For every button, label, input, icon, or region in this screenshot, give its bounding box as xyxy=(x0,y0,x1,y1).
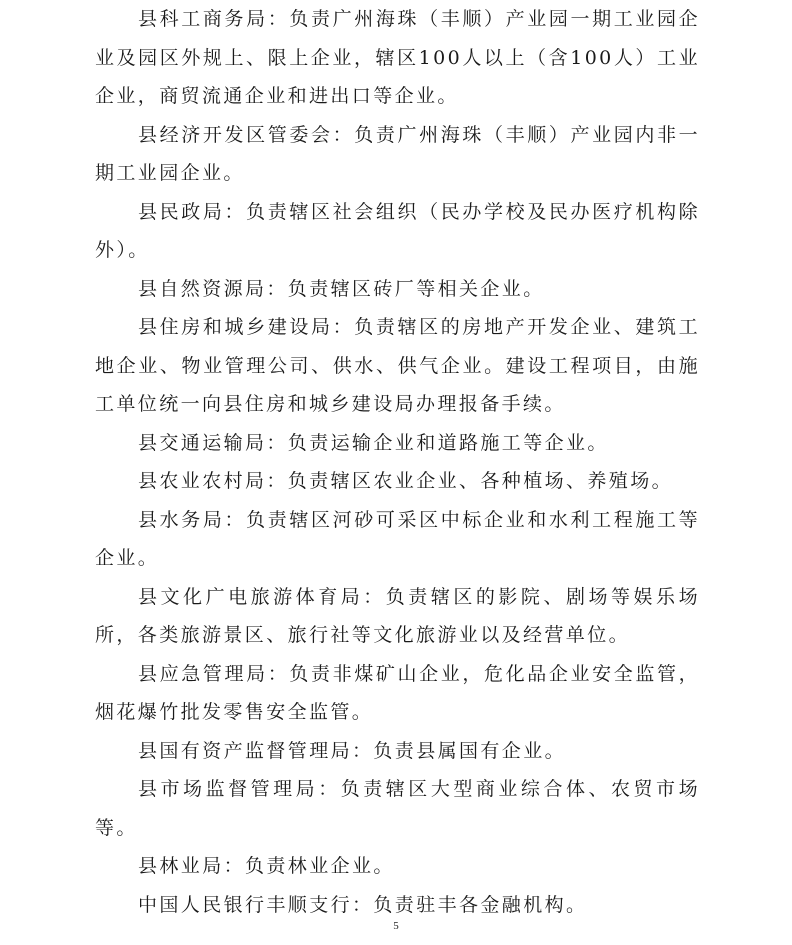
paragraph-transport-bureau: 县交通运输局：负责运输企业和道路施工等企业。 xyxy=(138,431,609,454)
paragraph-state-assets-bureau: 县国有资产监督管理局：负责县属国有企业。 xyxy=(138,739,567,762)
paragraph-culture-tourism-bureau: 县文化广电旅游体育局：负责辖区的影院、剧场等娱乐场所，各类旅游景区、旅行社等文化旅游业以及经营单位。 xyxy=(95,585,700,646)
paragraph-housing-construction-bureau: 县住房和城乡建设局：负责辖区的房地产开发企业、建筑工地企业、物业管理公司、供水、供气企业。建设工程项目，由施工单位统一向县住房和城乡建设局办理报备手续。 xyxy=(95,316,700,415)
paragraph-peoples-bank-branch: 中国人民银行丰顺支行：负责驻丰各金融机构。 xyxy=(138,893,588,916)
paragraph-agriculture-bureau: 县农业农村局：负责辖区农业企业、各种植场、养殖场。 xyxy=(138,470,674,492)
page-number: 5 xyxy=(393,920,399,932)
paragraph-economic-development-zone: 县经济开发区管委会：负责广州海珠（丰顺）产业园内非一期工业园企业。 xyxy=(95,123,700,184)
paragraph-natural-resources-bureau: 县自然资源局：负责辖区砖厂等相关企业。 xyxy=(138,277,545,300)
paragraph-water-affairs-bureau: 县水务局：负责辖区河砂可采区中标企业和水利工程施工等企业。 xyxy=(95,508,700,569)
paragraph-forestry-bureau: 县林业局：负责林业企业。 xyxy=(138,855,395,877)
paragraph-market-supervision-bureau: 县市场监督管理局：负责辖区大型商业综合体、农贸市场等。 xyxy=(95,778,700,839)
paragraph-science-commerce-bureau: 县科工商务局：负责广州海珠（丰顺）产业园一期工业园企业及园区外规上、限上企业，辖区100人以上（含100人）工业企业，商贸流通企业和进出口等企业。 xyxy=(95,8,700,107)
document-body xyxy=(95,0,700,924)
paragraph-emergency-management-bureau: 县应急管理局：负责非煤矿山企业，危化品企业安全监管，烟花爆竹批发零售安全监管。 xyxy=(95,662,700,723)
paragraph-civil-affairs-bureau: 县民政局：负责辖区社会组织（民办学校及民办医疗机构除外）。 xyxy=(95,200,700,261)
